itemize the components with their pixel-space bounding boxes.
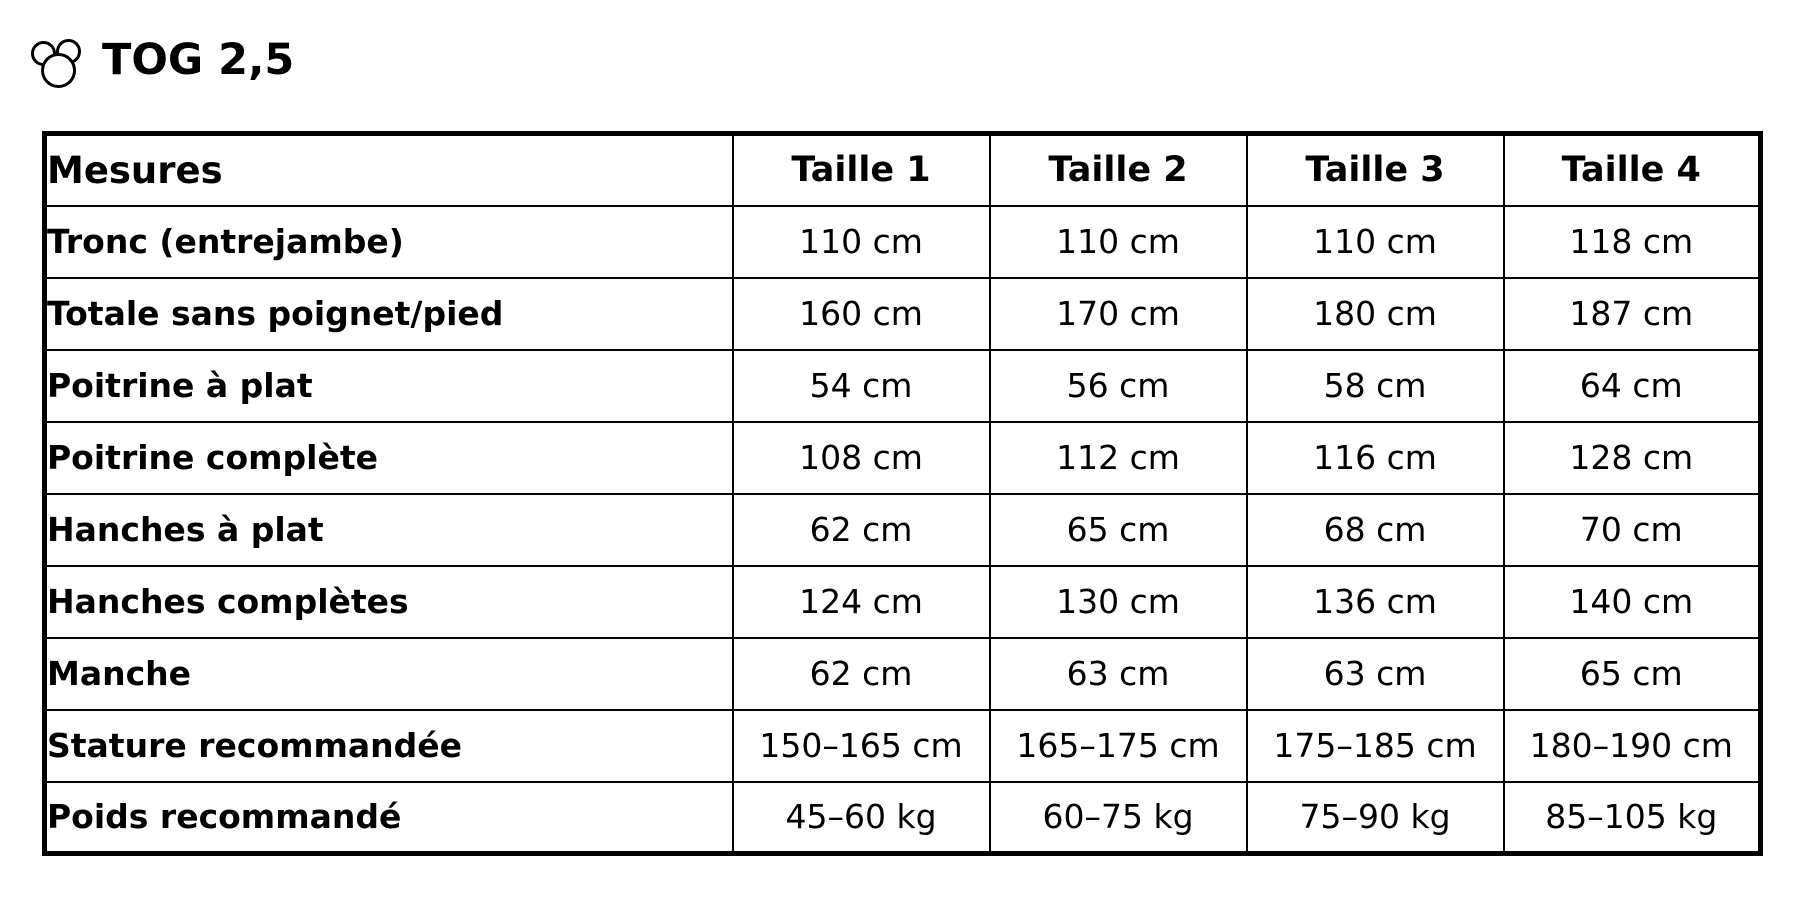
column-header-size-2: Taille 2 — [990, 134, 1247, 206]
row-label: Hanches à plat — [45, 494, 733, 566]
table-row — [45, 278, 1761, 350]
row-label: Stature recommandée — [45, 710, 733, 782]
column-header-size-4: Taille 4 — [1504, 134, 1761, 206]
cell-value: 130 cm — [990, 566, 1247, 638]
cell-value: 63 cm — [990, 638, 1247, 710]
table-row — [45, 422, 1761, 494]
document-header — [30, 30, 294, 90]
mouse-head-icon — [30, 33, 98, 87]
table-header-row — [45, 134, 1761, 206]
cell-value: 75–90 kg — [1247, 782, 1504, 854]
row-label: Manche — [45, 638, 733, 710]
row-label: Poitrine complète — [45, 422, 733, 494]
cell-value: 118 cm — [1504, 206, 1761, 278]
cell-value: 140 cm — [1504, 566, 1761, 638]
size-chart-table — [42, 131, 1763, 856]
cell-value: 180–190 cm — [1504, 710, 1761, 782]
cell-value: 180 cm — [1247, 278, 1504, 350]
table-row — [45, 710, 1761, 782]
cell-value: 150–165 cm — [733, 710, 990, 782]
cell-value: 56 cm — [990, 350, 1247, 422]
cell-value: 58 cm — [1247, 350, 1504, 422]
page-title: TOG 2,5 — [102, 34, 295, 85]
cell-value: 60–75 kg — [990, 782, 1247, 854]
cell-value: 160 cm — [733, 278, 990, 350]
row-label: Poids recommandé — [45, 782, 733, 854]
cell-value: 128 cm — [1504, 422, 1761, 494]
cell-value: 110 cm — [990, 206, 1247, 278]
column-header-size-1: Taille 1 — [733, 134, 990, 206]
table-row — [45, 782, 1761, 854]
cell-value: 68 cm — [1247, 494, 1504, 566]
cell-value: 54 cm — [733, 350, 990, 422]
row-label: Poitrine à plat — [45, 350, 733, 422]
cell-value: 136 cm — [1247, 566, 1504, 638]
cell-value: 108 cm — [733, 422, 990, 494]
cell-value: 170 cm — [990, 278, 1247, 350]
table-row — [45, 494, 1761, 566]
row-label: Hanches complètes — [45, 566, 733, 638]
table-row — [45, 206, 1761, 278]
row-label: Totale sans poignet/pied — [45, 278, 733, 350]
cell-value: 165–175 cm — [990, 710, 1247, 782]
cell-value: 65 cm — [1504, 638, 1761, 710]
cell-value: 70 cm — [1504, 494, 1761, 566]
cell-value: 65 cm — [990, 494, 1247, 566]
cell-value: 124 cm — [733, 566, 990, 638]
table-row — [45, 566, 1761, 638]
cell-value: 62 cm — [733, 638, 990, 710]
cell-value: 63 cm — [1247, 638, 1504, 710]
table-row — [45, 638, 1761, 710]
cell-value: 45–60 kg — [733, 782, 990, 854]
column-header-size-3: Taille 3 — [1247, 134, 1504, 206]
table-row — [45, 350, 1761, 422]
cell-value: 116 cm — [1247, 422, 1504, 494]
row-label: Tronc (entrejambe) — [45, 206, 733, 278]
cell-value: 85–105 kg — [1504, 782, 1761, 854]
cell-value: 64 cm — [1504, 350, 1761, 422]
cell-value: 175–185 cm — [1247, 710, 1504, 782]
cell-value: 110 cm — [1247, 206, 1504, 278]
column-header-measures: Mesures — [45, 134, 733, 206]
cell-value: 112 cm — [990, 422, 1247, 494]
cell-value: 187 cm — [1504, 278, 1761, 350]
cell-value: 62 cm — [733, 494, 990, 566]
cell-value: 110 cm — [733, 206, 990, 278]
